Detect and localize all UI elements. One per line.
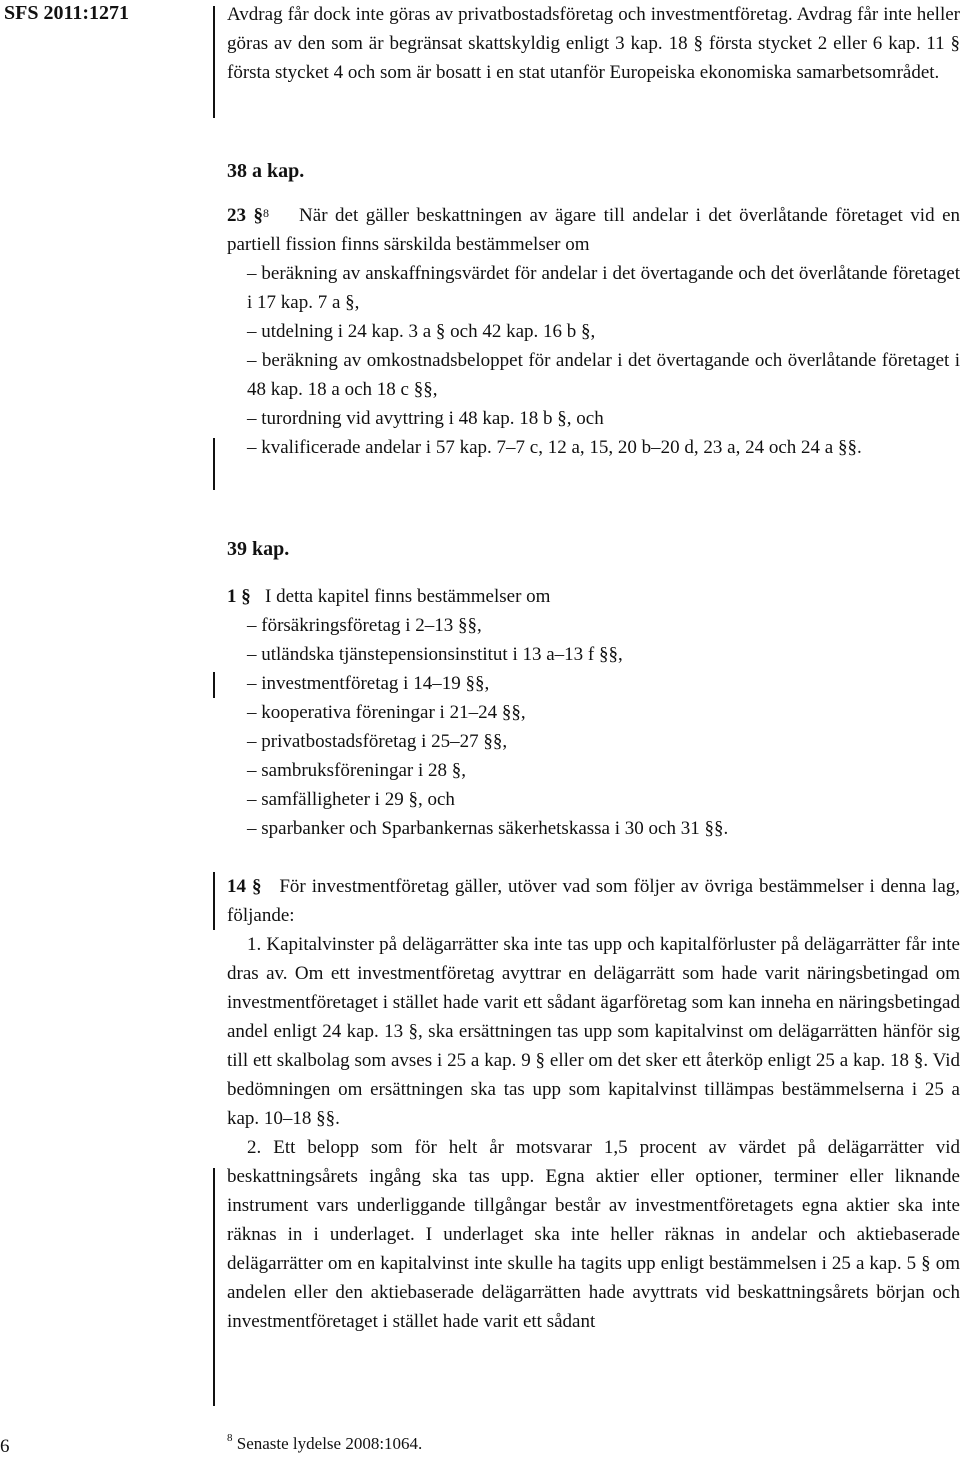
- footnote-ref: 8: [263, 206, 270, 220]
- section-number: 14 §: [227, 876, 262, 897]
- numbered-paragraph-1: 1. Kapitalvinster på delägarrätter ska inte tas upp och kapitalförluster på delägarrätter får inte dras av. Om ett investmentföretag avyttrar en delägarrätt som hade varit näringsbetingad om investmentföretaget i stället hade varit ett sådant ägarföretag som kan inneha en näringsbetingad andel enligt 24 kap. 13 §, ska ersättningen tas upp som kapitalvinst om delägarrätten hänför sig till ett skalbolag som avses i 25 a kap. 9 § eller om det sker ett återköp enligt 25 a kap. 18 §. Vid bedömningen om ersättningen ska tas upp som kapitalvinst tillämpas bestämmelserna i 25 a kap. 10–18 §§.: [227, 934, 960, 1129]
- list-item: – turordning vid avyttring i 48 kap. 18 b §, och: [247, 408, 604, 429]
- list-item: – utländska tjänstepensionsinstitut i 13 a–13 f §§,: [247, 644, 623, 665]
- paragraph-block-1: [227, 0, 960, 87]
- section-intro-text: För investmentföretag gäller, utöver vad som följer av övriga bestämmelser i denna lag, följande:: [227, 876, 960, 926]
- document-id: SFS 2011:1271: [4, 2, 130, 24]
- change-bar: [213, 1168, 215, 1406]
- section-intro: [227, 582, 960, 611]
- section-39-1: [227, 582, 960, 843]
- section-intro: [227, 201, 960, 259]
- list-item: – sparbanker och Sparbankernas säkerhetskassa i 30 och 31 §§.: [247, 818, 729, 839]
- section-sign: §: [253, 205, 264, 226]
- list-item: – sambruksföreningar i 28 §,: [247, 760, 466, 781]
- section-38a-23: [227, 201, 960, 462]
- list-item: – utdelning i 24 kap. 3 a § och 42 kap. 16 b §,: [247, 321, 596, 342]
- section-intro: [227, 872, 960, 930]
- footnote: [227, 1434, 422, 1454]
- change-bar: [213, 672, 215, 698]
- list-item: – beräkning av anskaffningsvärdet för andelar i det övertagande och det överlåtande företaget i 17 kap. 7 a §,: [247, 263, 960, 313]
- footnote-text: Senaste lydelse 2008:1064.: [236, 1434, 423, 1453]
- list-item: – samfälligheter i 29 §, och: [247, 789, 455, 810]
- chapter-heading-39: 39 kap.: [227, 538, 290, 560]
- change-bar: [213, 6, 215, 118]
- list-item: – kvalificerade andelar i 57 kap. 7–7 c, 12 a, 15, 20 b–20 d, 23 a, 24 och 24 a §§.: [247, 437, 862, 458]
- list-item: – kooperativa föreningar i 21–24 §§,: [247, 702, 526, 723]
- page-number: 6: [0, 1436, 10, 1457]
- numbered-paragraph-2: 2. Ett belopp som för helt år motsvarar 1,5 procent av värdet på delägarrätter vid beskattningsårets ingång ska tas upp. Egna aktier eller optioner, terminer eller liknande instrument vars underliggande tillgångar består av investmentföretagets egna aktier ska inte räknas in i underlaget. I underlaget ska inte heller räknas in andelar och aktiebaserade delägarrätter om en kapitalvinst inte skulle ha tagits upp enligt bestämmelsen i 25 a kap. 5 § om andelen eller den aktiebaserade delägarrätten hade avyttrats vid beskattningsårets början och investmentföretaget i stället hade varit ett sådant: [227, 1137, 960, 1332]
- chapter-heading-38a: 38 a kap.: [227, 160, 305, 182]
- section-intro-text: När det gäller beskattningen av ägare till andelar i det överlåtande företaget vid en partiell fission finns särskilda bestämmelser om: [227, 205, 960, 255]
- section-number: 1 §: [227, 586, 251, 607]
- section-39-14: [227, 872, 960, 1336]
- list-item: – privatbostadsföretag i 25–27 §§,: [247, 731, 508, 752]
- change-bar: [213, 438, 215, 490]
- section-number: 23: [227, 205, 246, 226]
- footnote-number: 8: [227, 1432, 233, 1444]
- list-item: – försäkringsföretag i 2–13 §§,: [247, 615, 482, 636]
- section-intro-text: I detta kapitel finns bestämmelser om: [265, 586, 551, 607]
- list-item: – investmentföretag i 14–19 §§,: [247, 673, 490, 694]
- change-bar: [213, 872, 215, 930]
- list-item: – beräkning av omkostnadsbeloppet för andelar i det övertagande och överlåtande företaget i 48 kap. 18 a och 18 c §§,: [247, 350, 960, 400]
- paragraph: Avdrag får dock inte göras av privatbostadsföretag och investmentföretag. Avdrag får inte heller göras av den som är begränsat skattskyldig enligt 3 kap. 18 § första stycket 2 eller 6 kap. 11 § första stycket 4 och som är bosatt i en stat utanför Europeiska ekonomiska samarbetsområdet.: [227, 4, 960, 83]
